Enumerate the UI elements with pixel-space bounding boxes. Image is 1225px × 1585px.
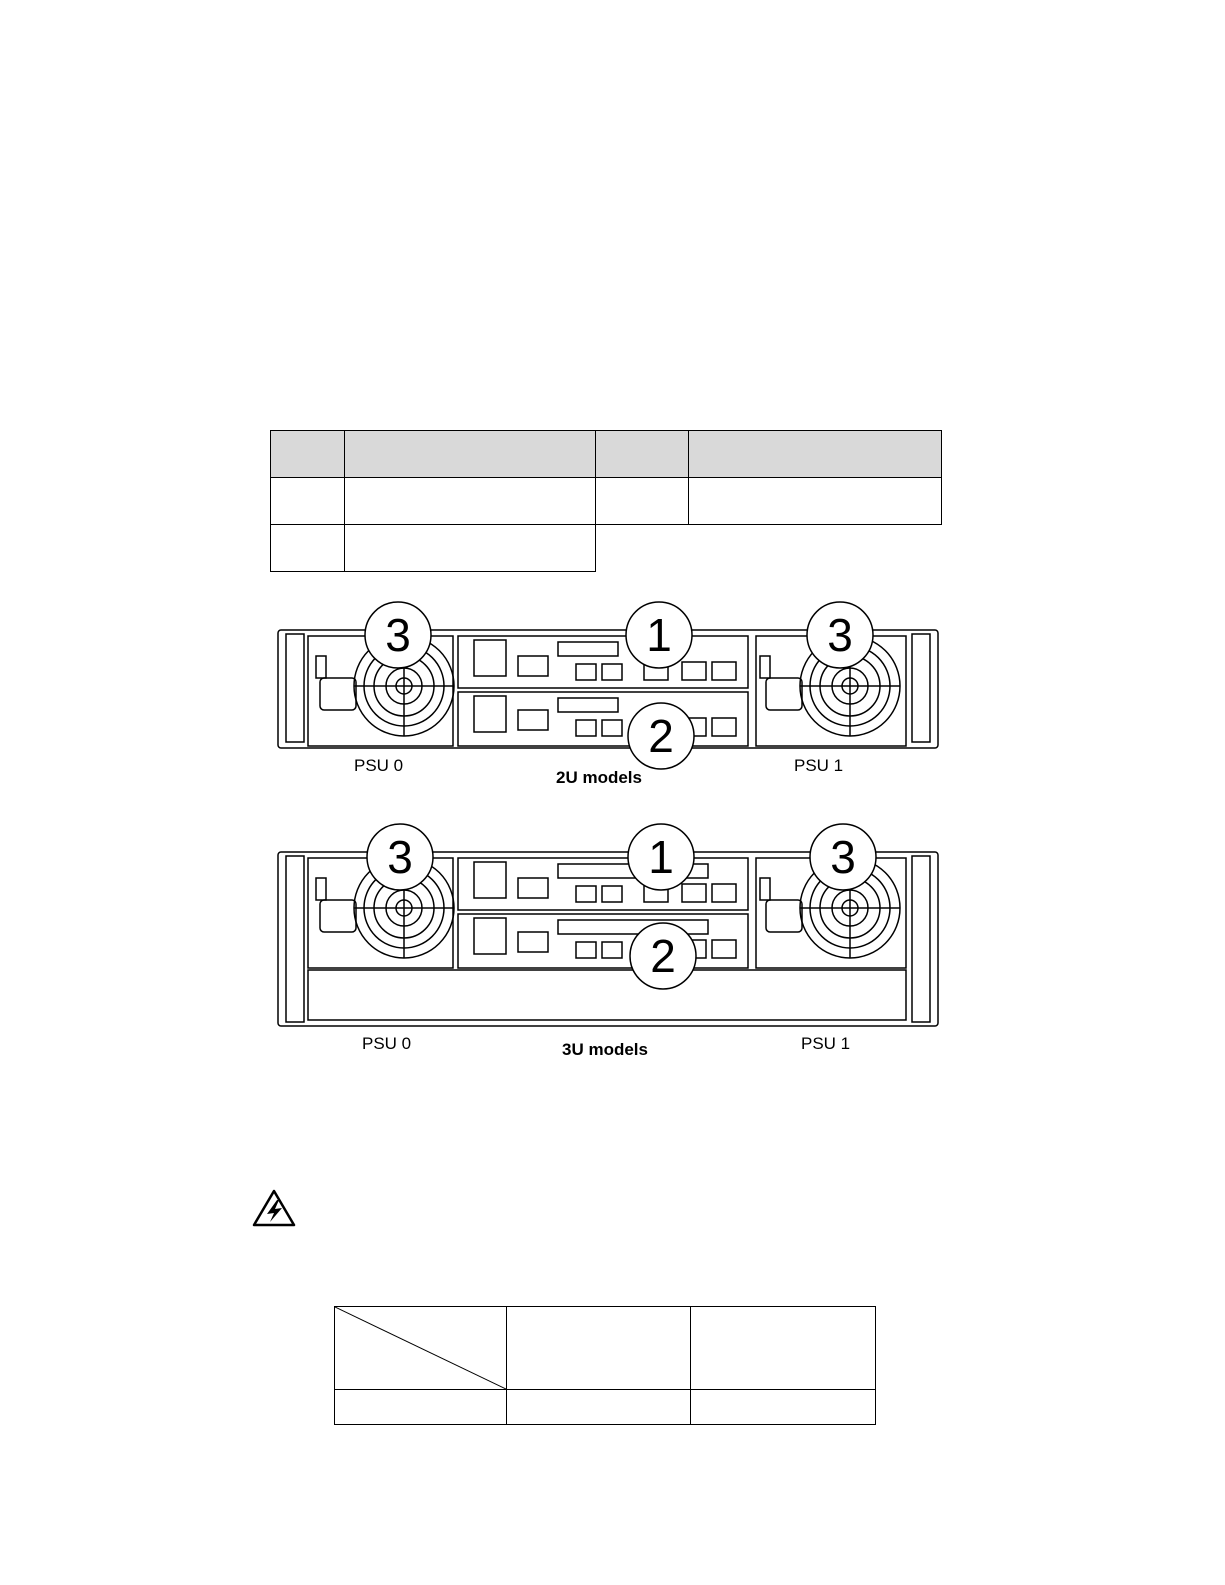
table-row — [335, 1390, 876, 1425]
svg-text:3: 3 — [827, 609, 853, 661]
svg-text:3: 3 — [385, 609, 411, 661]
callout-controller-top — [626, 602, 692, 668]
figure-3u-rear-view — [276, 822, 942, 1067]
header-cell — [691, 1307, 876, 1390]
header-cell-name-2 — [689, 431, 942, 478]
psu-0-label: PSU 0 — [354, 756, 404, 775]
svg-text:1: 1 — [648, 831, 674, 883]
table-cell — [689, 478, 942, 525]
table-cell — [596, 478, 689, 525]
enclosure-3u-illustration — [276, 822, 942, 1027]
header-cell-no — [271, 431, 345, 478]
table-header-row — [271, 431, 942, 478]
table-cell — [507, 1390, 691, 1425]
diagonal-divider — [335, 1307, 506, 1389]
figure-2u-rear-view — [276, 598, 942, 793]
svg-text:2: 2 — [650, 930, 676, 982]
table-cell-empty — [689, 525, 942, 572]
callout-psu-left — [367, 824, 433, 890]
table-cell — [691, 1390, 876, 1425]
header-cell-name — [345, 431, 596, 478]
callout-psu-right — [810, 824, 876, 890]
header-cell — [507, 1307, 691, 1390]
table-header-row — [335, 1307, 876, 1390]
table-cell — [345, 478, 596, 525]
svg-text:3: 3 — [387, 831, 413, 883]
svg-text:3: 3 — [830, 831, 856, 883]
spec-table — [334, 1306, 876, 1425]
diagonal-header-cell — [335, 1307, 507, 1390]
psu-1-label: PSU 1 — [794, 756, 844, 775]
table-cell — [271, 478, 345, 525]
figure-caption: 3U models — [562, 1040, 648, 1059]
figure-caption: 2U models — [556, 768, 642, 787]
components-table — [270, 430, 942, 572]
psu-1-label: PSU 1 — [801, 1034, 851, 1053]
callout-controller-bottom — [630, 923, 696, 989]
callout-controller-top — [628, 824, 694, 890]
svg-text:2: 2 — [648, 710, 674, 762]
callout-psu-right — [807, 602, 873, 668]
table-cell-empty — [596, 525, 689, 572]
psu-0-label: PSU 0 — [362, 1034, 412, 1053]
table-row — [271, 478, 942, 525]
table-cell — [271, 525, 345, 572]
callout-psu-left — [365, 602, 431, 668]
table-cell — [335, 1390, 507, 1425]
table-cell — [345, 525, 596, 572]
table-row — [271, 525, 942, 572]
callout-controller-bottom — [628, 703, 694, 769]
header-cell-no-2 — [596, 431, 689, 478]
electrical-hazard-icon — [252, 1188, 296, 1228]
svg-text:1: 1 — [646, 609, 672, 661]
